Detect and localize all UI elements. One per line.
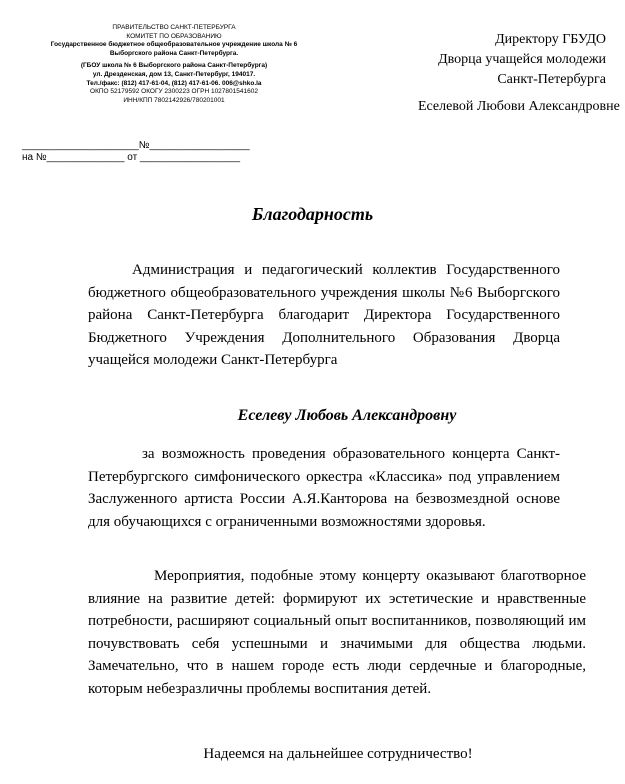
recipient-city: Санкт-Петербурга [497,72,606,87]
letterhead-government: ПРАВИТЕЛЬСТВО САНКТ-ПЕТЕРБУРГА [112,24,236,31]
page-title: Благодарность [251,204,374,224]
paragraph-impact: Мероприятия, подобные этому концерту оказывают благотворное влияние на развитие детей: формируют их эстетические и нравственные потребности, расширяют социальный опыт воспитанников, позволяющий им почувствовать себя успешными и значимыми для общества людьми. Замечательно, что в нашем городе есть люди сердечные и благородные, которым небезразличны проблемы воспитания детей. [88,568,586,697]
registration-reference-line: на №______________ от __________________ [22,152,241,163]
letterhead [26,24,322,105]
letterhead-address: ул. Дрезденская, дом 13, Санкт-Петербург, 194017. [92,70,256,78]
paragraph-intro: Администрация и педагогический коллектив Государственного бюджетного общеобразовательного учреждения школы №6 Выборгского района Санкт-Петербурга благодарит Директора Государственного Бюджетного Учреждения Дополнительного Образования Дворца учащейся молодежи Санкт-Петербурга [88,262,560,368]
letterhead-school-district: Выборгского района Санкт-Петербурга. [109,49,239,57]
letterhead-school-name: Государственное бюджетное общеобразовательное учреждение школа № 6 [50,41,298,49]
letterhead-committee: КОМИТЕТ ПО ОБРАЗОВАНИЮ [126,32,222,40]
paragraph-reason: за возможность проведения образовательного концерта Санкт-Петербургского симфонического оркестра «Классика» под управлением Заслуженного артиста России А.Я.Канторова на безвозмездной основе для обучающихся с ограниченными возможностями здоровья. [88,446,560,530]
honoree-name: Еселеву Любовь Александровну [237,407,457,424]
letterhead-inn: ИНН/КПП 7802142926/780201001 [123,96,225,104]
recipient-organization: Дворца учащейся молодежи [438,52,606,67]
registration-number-line: _____________________№__________________ [22,140,250,151]
recipient-name: Еселевой Любови Александровне [418,99,620,114]
letterhead-phone: Тел./факс: (812) 417-61-04, (812) 417-61-06. 006@shko.la [86,79,262,87]
recipient-block [410,30,606,90]
letterhead-codes: ОКПО 52179592 ОКОГУ 2300223 ОГРН 1027801541602 [90,88,258,96]
closing-line: Надеемся на дальнейшее сотрудничество! [203,746,473,762]
recipient-position: Директору ГБУДО [495,32,606,47]
letterhead-short-name: (ГБОУ школа № 6 Выборгского района Санкт-Петербурга) [80,62,268,70]
